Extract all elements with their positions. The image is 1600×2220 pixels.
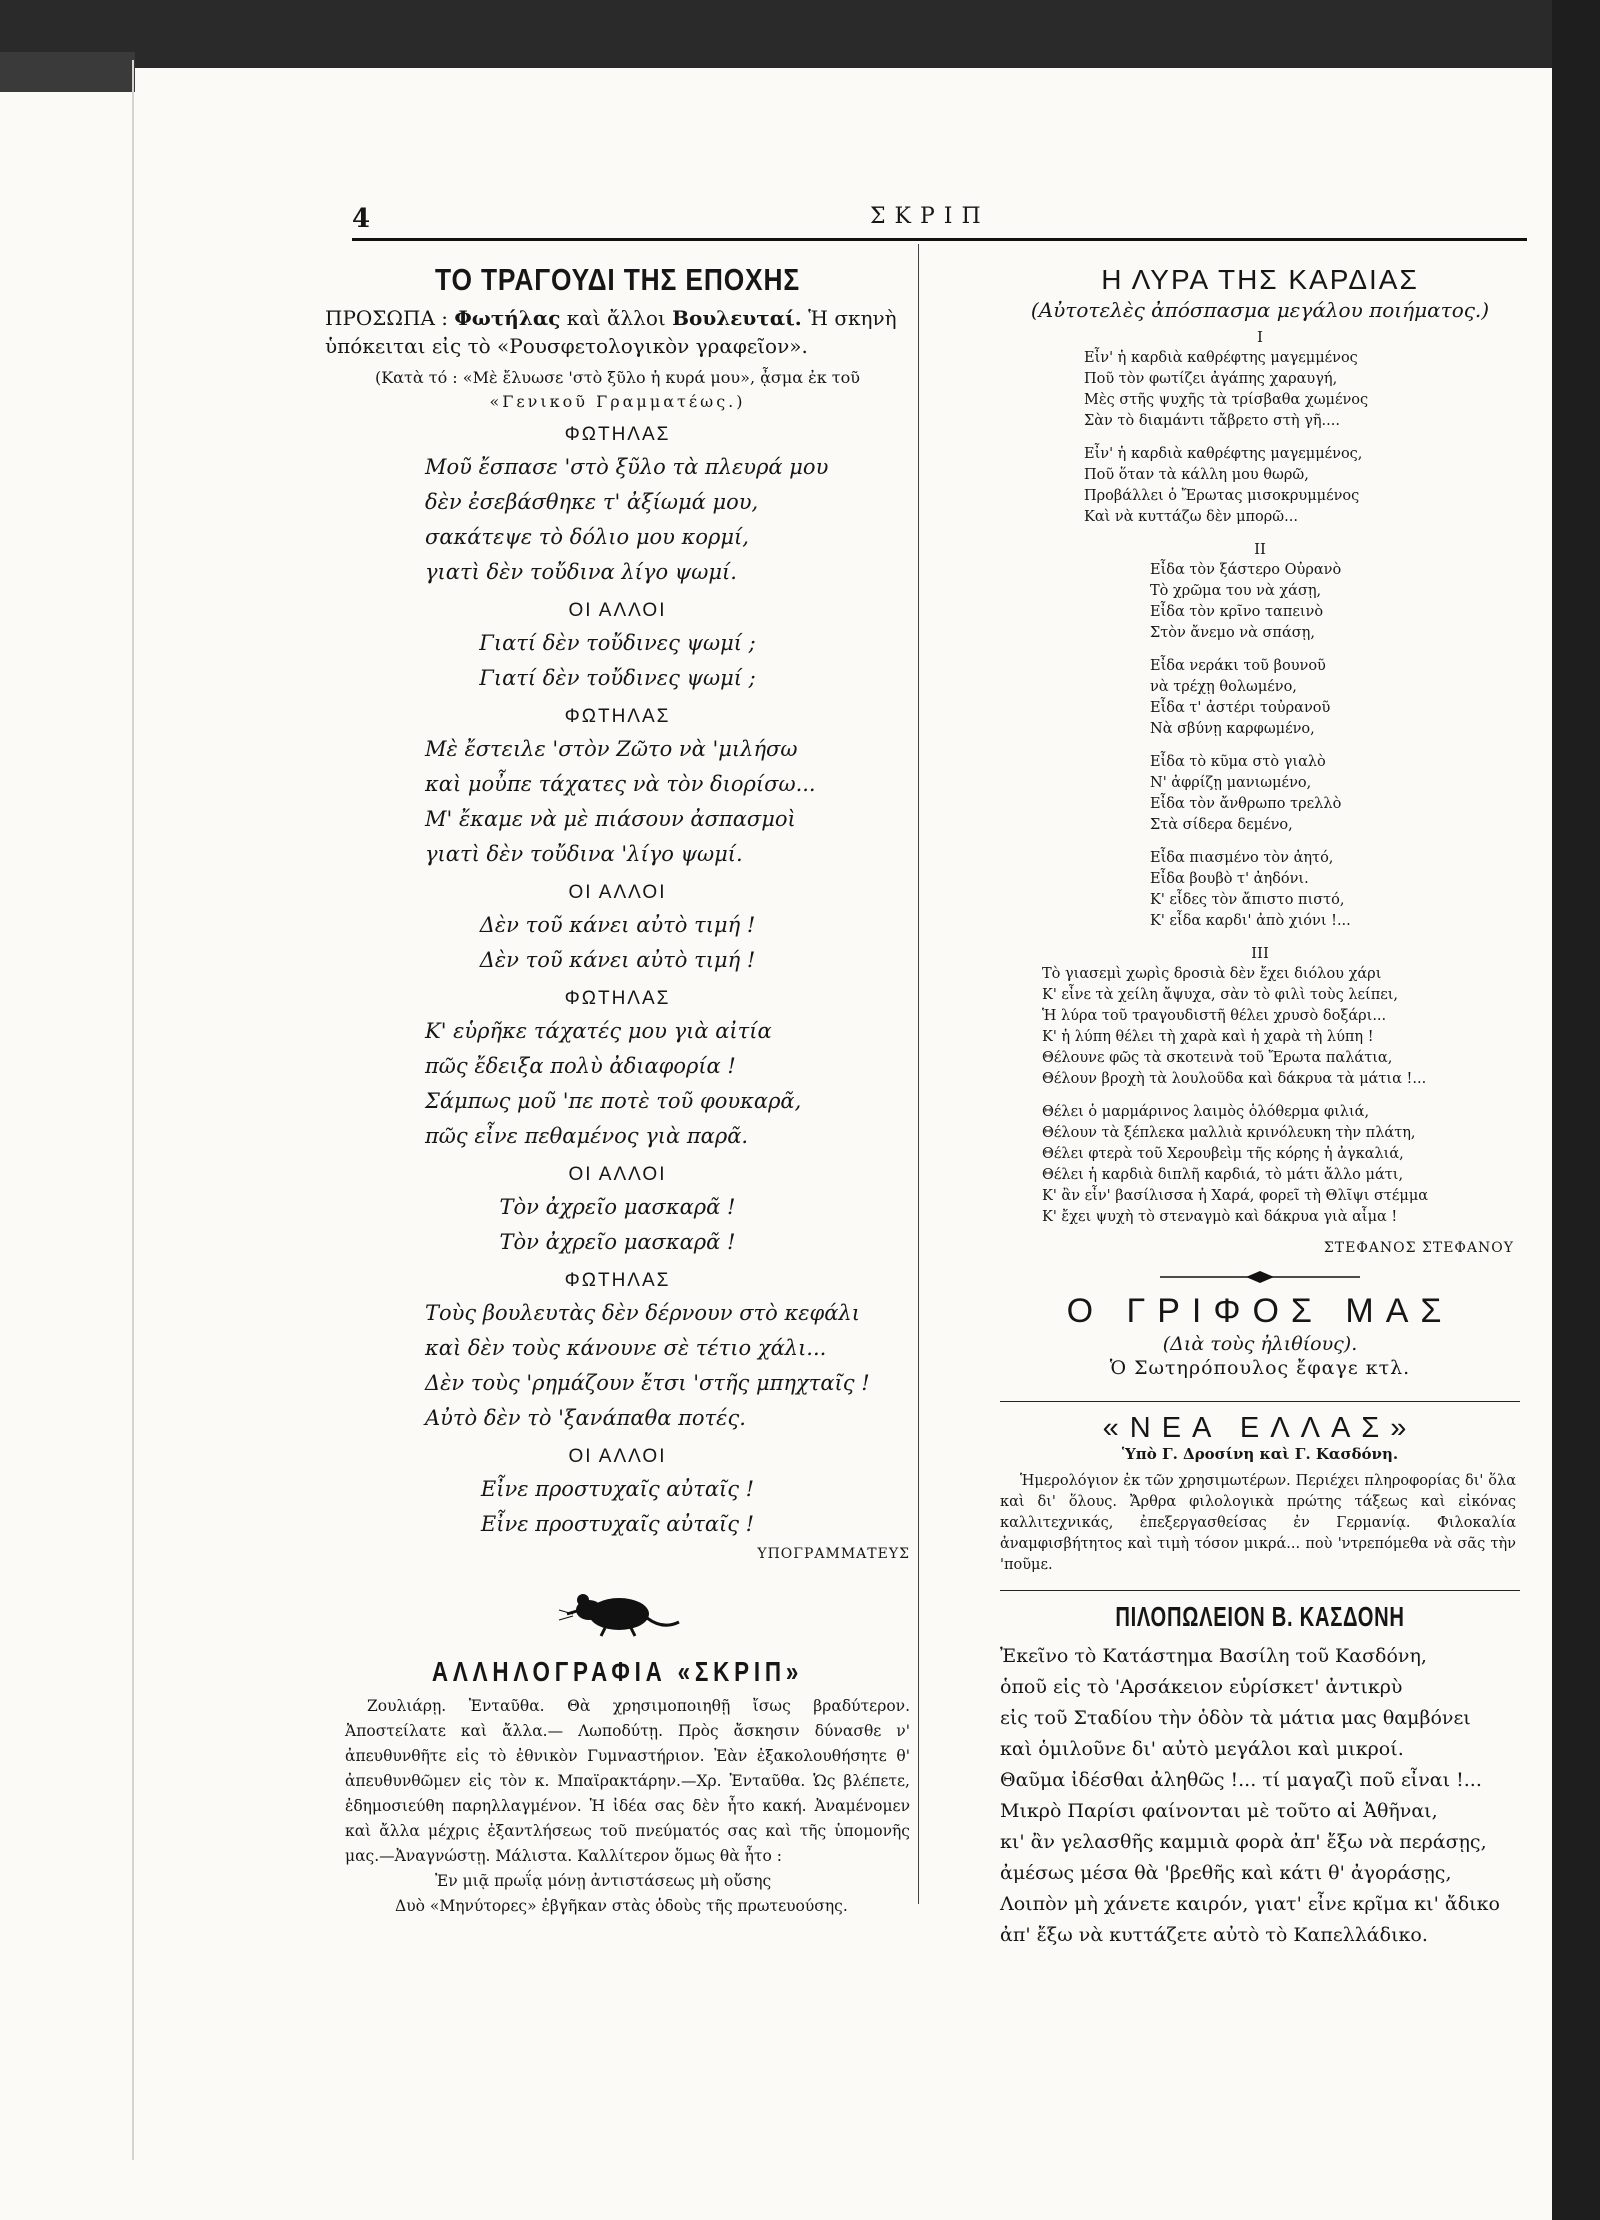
- text-line: νὰ τρέχῃ θολωμένο,: [1150, 679, 1297, 695]
- text-line: Θέλει ἡ καρδιὰ διπλῆ καρδιά, τὸ μάτι ἄλλο μάτι,: [1042, 1167, 1404, 1183]
- verse-line: Τὸν ἀχρεῖο μασκαρᾶ !: [499, 1195, 736, 1219]
- text-line: Κ' ἔχει ψυχὴ τὸ στεναγμὸ καὶ δάκρυα γιὰ αἷμα !: [1042, 1209, 1398, 1225]
- speaker-label: ΦΩΤΗΛΑΣ: [564, 1270, 671, 1291]
- section-rule: [1000, 1401, 1520, 1402]
- poem-stanza: [1150, 752, 1520, 836]
- verse-line: Δὲν τοῦ κάνει αὐτὸ τιμή !: [479, 913, 756, 937]
- verse-line: Μοῦ ἔσπασε 'στὸ ξῦλο τὰ πλευρά μου: [425, 455, 829, 479]
- song-title: ΤΟ ΤΡΑΓΟΥΔΙ ΤΗΣ ΕΠΟΧΗΣ: [434, 262, 801, 297]
- tune-note: [325, 366, 910, 414]
- text-line: Τὸ χρῶμα του νὰ χάσῃ,: [1150, 583, 1322, 599]
- verse-line: Σάμπως μοῦ 'πε ποτὲ τοῦ φουκαρᾶ,: [425, 1089, 802, 1113]
- riddle-title: Ο ΓΡΙΦΟΣ ΜΑΣ: [1066, 1292, 1454, 1330]
- nea-ellas-authors: Ὑπὸ Γ. Δροσίνη καὶ Γ. Κασδόνη.: [1121, 1445, 1399, 1463]
- text-line: Μὲς στῆς ψυχῆς τὰ τρίσβαθα χωμένος: [1084, 392, 1369, 408]
- persons-label: ΠΡΟΣΩΠΑ :: [325, 306, 448, 330]
- text-line: εἰς τοῦ Σταδίου τὴν ὁδὸν τὰ μάτια μας θαμβόνει: [1000, 1707, 1471, 1729]
- correspondence-tail: [395, 1869, 910, 1919]
- text-line: Θέλει φτερὰ τοῦ Χερουβεὶμ τῆς κόρης ἡ ἀγκαλιά,: [1042, 1146, 1404, 1162]
- masthead: ΣΚΡΙΠ: [870, 204, 990, 229]
- text-line: Εἶδα τ' ἀστέρι τοὐρανοῦ: [1150, 700, 1331, 716]
- verse-line: Εἶνε προστυχαῖς αὐταῖς !: [480, 1512, 755, 1536]
- verse-line: Μ' ἔκαμε νὰ μὲ πιάσουν ἀσπασμοὶ: [425, 807, 796, 831]
- section-rule: [1000, 1590, 1520, 1591]
- riddle-subtitle: (Διὰ τοὺς ἠλιθίους).: [1162, 1333, 1358, 1355]
- verse-line: Γιατί δὲν τοὔδινες ψωμί ;: [479, 631, 756, 655]
- text-line: Εἶδα νεράκι τοῦ βουνοῦ: [1150, 658, 1326, 674]
- correspondence-paragraph: Ζουλιάρῃ. Ἐνταῦθα. Θὰ χρησιμοποιηθῇ ἴσως βραδύτερον. Ἀποστείλατε καὶ ἄλλα.— Λωποδύτῃ. Πρὸς ἄσκησιν δύνασθε ν' ἀπευθυνθῆτε εἰς τὸ ἐθνικὸν Γυμναστήριον. Ἐὰν ἐξακολουθήσητε θ' ἀπευθυνθῶμεν εἰς τὸν κ. Μπαϊρακτάρην.—Χρ. Ἐνταῦθα. Ὡς βλέπετε, ἐδημοσιεύθη παρηλλαγμένον. Ἡ ἰδέα σας δὲν ἦτο κακή. Ἀναμένομεν καὶ ἄλλα μέχρις ἐξαντλήσεως τοῦ πνεύματός σας καὶ τῆς ὑπομονῆς μας.—Ἀναγνώστῃ. Μάλιστα. Καλλίτερον ὅμως θὰ ἦτο :: [345, 1697, 910, 1865]
- text-line: Εἶδα τὸν ξάστερο Οὐρανὸ: [1150, 562, 1342, 578]
- page-number: 4: [352, 204, 371, 234]
- poem-stanza: [1084, 444, 1520, 528]
- persons-name-2: Βουλευταί.: [672, 306, 802, 330]
- text-line: Εἶν' ἡ καρδιὰ καθρέφτης μαγεμμένος,: [1084, 446, 1363, 462]
- text-line: Εἶδα βουβὸ τ' ἀηδόνι.: [1150, 871, 1309, 887]
- poem-stanza: [1042, 964, 1520, 1090]
- text-line: Εἶδα τὸν ἄνθρωπο τρελλὸ: [1150, 796, 1342, 812]
- text-line: Θέλουνε φῶς τὰ σκοτεινὰ τοῦ Ἔρωτα παλάτια,: [1042, 1050, 1393, 1066]
- verse-line: γιατὶ δὲν τοὔδινα 'λίγο ψωμί.: [425, 842, 743, 866]
- verse-line: πῶς εἶνε πεθαμένος γιὰ παρᾶ.: [425, 1124, 749, 1148]
- shop-advert: [1000, 1641, 1520, 1951]
- left-column: [325, 258, 910, 1919]
- text-line: κι' ἂν γελασθῆς καμμιὰ φορὰ ἀπ' ἔξω νὰ περάσῃς,: [1000, 1831, 1487, 1853]
- verse-line: Εἶνε προστυχαῖς αὐταῖς !: [480, 1477, 755, 1501]
- verse-line: γιατὶ δὲν τοὔδινα λίγο ψωμί.: [425, 560, 737, 584]
- right-column: [1000, 258, 1520, 1951]
- column-divider: [918, 244, 919, 1904]
- scan-top-border: [0, 0, 1600, 68]
- speaker-label: ΦΩΤΗΛΑΣ: [564, 424, 671, 445]
- verse-line: δὲν ἐσεβάσθηκε τ' ἀξίωμά μου,: [425, 490, 759, 514]
- song-signature: ΥΠΟΓΡΑΜΜΑΤΕΥΣ: [757, 1546, 910, 1562]
- text-line: Κ' εἶνε τὰ χείλη ἄψυχα, σὰν τὸ φιλὶ τοὺς λείπει,: [1042, 987, 1399, 1003]
- nea-ellas-body: Ἡμερολόγιον ἐκ τῶν χρησιμωτέρων. Περιέχει πληροφορίας δι' ὅλα καὶ δι' ὅλους. Ἄρθρα φιλολογικὰ πρώτης τάξεως καὶ εἰκόνας καλλιτεχνικάς, ἐπεξεργασθείσας ἐν Γερμανίᾳ. Φιλοκαλία ἀναμφισβήτητος καὶ τιμὴ τόσον μικρά... ποὺ 'ντρεπόμεθα νὰ σᾶς τὴν 'ποῦμε.: [1000, 1473, 1516, 1573]
- speaker-label: ΦΩΤΗΛΑΣ: [564, 706, 671, 727]
- scan-right-border: [1552, 0, 1600, 2220]
- poem-stanza: [1084, 348, 1520, 432]
- part-number: III: [1251, 944, 1269, 962]
- poem-stanza: [1150, 656, 1520, 740]
- lyra-title: Η ΛΥΡΑ ΤΗΣ ΚΑΡΔΙΑΣ: [1101, 264, 1419, 295]
- poem-stanza: [1150, 848, 1520, 932]
- poem-stanza: [1150, 560, 1520, 644]
- text-line: Καὶ νὰ κυττάζω δὲν μπορῶ...: [1084, 509, 1298, 525]
- text-line: Ν' ἀφρίζῃ μανιωμένο,: [1150, 775, 1312, 791]
- correspondence-body: [345, 1694, 910, 1869]
- verse-line: Τὸν ἀχρεῖο μασκαρᾶ !: [499, 1230, 736, 1254]
- speaker-label: ΦΩΤΗΛΑΣ: [564, 988, 671, 1009]
- correspondence-tail-line: Δυὸ «Μηνύτορες» ἐβγῆκαν στὰς ὁδοὺς τῆς πρωτευούσης.: [395, 1897, 848, 1915]
- lyra-signature: ΣΤΕΦΑΝΟΣ ΣΤΕΦΑΝΟΥ: [1323, 1240, 1514, 1256]
- verse-line: πῶς ἔδειξα πολὺ ἀδιαφορία !: [425, 1054, 736, 1078]
- text-line: Κ' εἶδες τὸν ἄπιστο πιστό,: [1150, 892, 1345, 908]
- text-line: Ποῦ τὸν φωτίζει ἀγάπης χαραυγή,: [1084, 371, 1338, 387]
- text-line: Λοιπὸν μὴ χάνετε καιρόν, γιατ' εἶνε κρῖμα κι' ἄδικο: [1000, 1893, 1500, 1915]
- speaker-label: ΟΙ ΑΛΛΟΙ: [568, 1446, 667, 1467]
- persons-line: [325, 304, 910, 360]
- text-line: Ποῦ ὅταν τὰ κάλλη μου θωρῶ,: [1084, 467, 1309, 483]
- verse-line: καὶ μοὖπε τάχατες νὰ τὸν διορίσω...: [425, 772, 816, 796]
- song-stanzas: [325, 424, 910, 1542]
- verse-line: Γιατί δὲν τοὔδινες ψωμί ;: [479, 666, 756, 690]
- verse-line: καὶ δὲν τοὺς κάνουνε σὲ τέτιο χάλι...: [425, 1336, 827, 1360]
- text-line: Θαῦμα ἰδέσθαι ἀληθῶς !... τί μαγαζὶ ποῦ εἶναι !...: [1000, 1769, 1482, 1791]
- text-line: ὁποῦ εἰς τὸ 'Αρσάκειον εὑρίσκετ' ἀντικρὺ: [1000, 1676, 1403, 1698]
- verse-line: Μὲ ἔστειλε 'στὸν Ζῶτο νὰ 'μιλήσω: [425, 737, 798, 761]
- text-line: ἀμέσως μέσα θὰ 'βρεθῆς καὶ κάτι θ' ἀγοράσῃς,: [1000, 1862, 1452, 1884]
- text-line: Εἶδα πιασμένο τὸν ἀητό,: [1150, 850, 1334, 866]
- text-line: Τὸ γιασεμὶ χωρὶς δροσιὰ δὲν ἔχει διόλου χάρι: [1042, 966, 1382, 982]
- text-line: Εἶν' ἡ καρδιὰ καθρέφτης μαγεμμένος: [1084, 350, 1358, 366]
- shop-title: ΠΙΛΟΠΩΛΕΙΟΝ Β. ΚΑΣΔΟΝΗ: [1115, 1601, 1405, 1632]
- text-line: Σὰν τὸ διαμάντι τἄβρετο στὴ γῆ....: [1084, 413, 1340, 429]
- text-line: Κ' ἡ λύπη θέλει τὴ χαρὰ καὶ ἡ χαρὰ τὴ λύπη !: [1042, 1029, 1374, 1045]
- text-line: Στὰ σίδερα δεμένο,: [1150, 817, 1293, 833]
- persons-rest: Ἡ σκηνὴ ὑπόκειται εἰς τὸ «Ρουσφετολογικὸν γραφεῖον».: [325, 306, 897, 358]
- verse-line: σακάτεψε τὸ δόλιο μου κορμί,: [425, 525, 749, 549]
- persons-mid: καὶ ἄλλοι: [566, 306, 666, 330]
- correspondence-title: ΑΛΛΗΛΟΓΡΑΦΙΑ «ΣΚΡΙΠ»: [431, 1656, 804, 1687]
- speaker-label: ΟΙ ΑΛΛΟΙ: [568, 1164, 667, 1185]
- text-line: Θέλουν τὰ ξέπλεκα μαλλιὰ κρινόλευκη τὴν πλάτη,: [1042, 1125, 1416, 1141]
- ornament-divider-icon: [1160, 1270, 1360, 1284]
- text-line: Στὸν ἄνεμο νὰ σπάσῃ,: [1150, 625, 1315, 641]
- nea-ellas-title: «ΝΕΑ ΕΛΛΑΣ»: [1102, 1412, 1418, 1444]
- text-line: Νὰ σβύνῃ καρφωμένο,: [1150, 721, 1315, 737]
- verse-line: Κ' εὑρῆκε τάχατές μου γιὰ αἰτία: [425, 1019, 772, 1043]
- text-line: Κ' εἶδα καρδι' ἀπὸ χιόνι !...: [1150, 913, 1351, 929]
- rat-illustration-icon: [553, 1584, 683, 1642]
- text-line: Θέλουν βροχὴ τὰ λουλοῦδα καὶ δάκρυα τὰ μάτια !...: [1042, 1071, 1427, 1087]
- scan-top-left-border: [0, 52, 135, 92]
- lyra-subtitle: (Αὐτοτελὲς ἀπόσπασμα μεγάλου ποιήματος.): [1030, 298, 1490, 322]
- text-line: Θέλει ὁ μαρμάρινος λαιμὸς ὁλόθερμα φιλιά,: [1042, 1104, 1370, 1120]
- page-fold-line: [132, 60, 134, 2160]
- verse-line: Τοὺς βουλευτὰς δὲν δέρνουν στὸ κεφάλι: [425, 1301, 860, 1325]
- text-line: ἀπ' ἔξω νὰ κυττάζετε αὐτὸ τὸ Καπελλάδικο.: [1000, 1924, 1428, 1946]
- text-line: Ἐκεῖνο τὸ Κατάστημα Βασίλη τοῦ Κασδόνη,: [1000, 1645, 1427, 1667]
- persons-name-1: Φωτήλας: [454, 306, 561, 330]
- correspondence-tail-line: Ἐν μιᾷ πρωΐᾳ μόνῃ ἀντιστάσεως μὴ οὔσης: [435, 1872, 772, 1890]
- riddle-text: Ὁ Σωτηρόπουλος ἔφαγε κτλ.: [1109, 1357, 1411, 1379]
- verse-line: Δὲν τοὺς 'ρημάζουν ἔτσι 'στῆς μπηχταῖς !: [425, 1371, 870, 1395]
- text-line: καὶ ὁμιλοῦνε δι' αὐτὸ μεγάλοι καὶ μικροί.: [1000, 1738, 1404, 1760]
- part-number: II: [1254, 540, 1266, 558]
- tune-note-line: «Γενικοῦ Γραμματέως.): [489, 392, 746, 411]
- part-number: I: [1257, 328, 1263, 346]
- text-line: Εἶδα τὸ κῦμα στὸ γιαλὸ: [1150, 754, 1326, 770]
- poem-stanza: [1042, 1102, 1520, 1228]
- verse-line: Δὲν τοῦ κάνει αὐτὸ τιμή !: [479, 948, 756, 972]
- text-line: Μικρὸ Παρίσι φαίνονται μὲ τοῦτο αἱ Ἀθῆναι,: [1000, 1800, 1438, 1822]
- text-line: Προβάλλει ὁ Ἔρωτας μισοκρυμμένος: [1084, 488, 1360, 504]
- tune-note-line: (Κατὰ τό : «Μὲ ἔλυωσε 'στὸ ξῦλο ἡ κυρά μου», ᾆσμα ἐκ τοῦ: [374, 368, 861, 387]
- header-rule: [352, 238, 1527, 241]
- speaker-label: ΟΙ ΑΛΛΟΙ: [568, 882, 667, 903]
- text-line: Ἡ λύρα τοῦ τραγουδιστῆ θέλει χρυσὸ δοξάρι...: [1042, 1008, 1387, 1024]
- verse-line: Αὐτὸ δὲν τὸ 'ξανάπαθα ποτές.: [425, 1406, 746, 1430]
- speaker-label: ΟΙ ΑΛΛΟΙ: [568, 600, 667, 621]
- text-line: Εἶδα τὸν κρῖνο ταπεινὸ: [1150, 604, 1324, 620]
- text-line: Κ' ἂν εἶν' βασίλισσα ἡ Χαρά, φορεῖ τὴ Θλῖψι στέμμα: [1042, 1188, 1429, 1204]
